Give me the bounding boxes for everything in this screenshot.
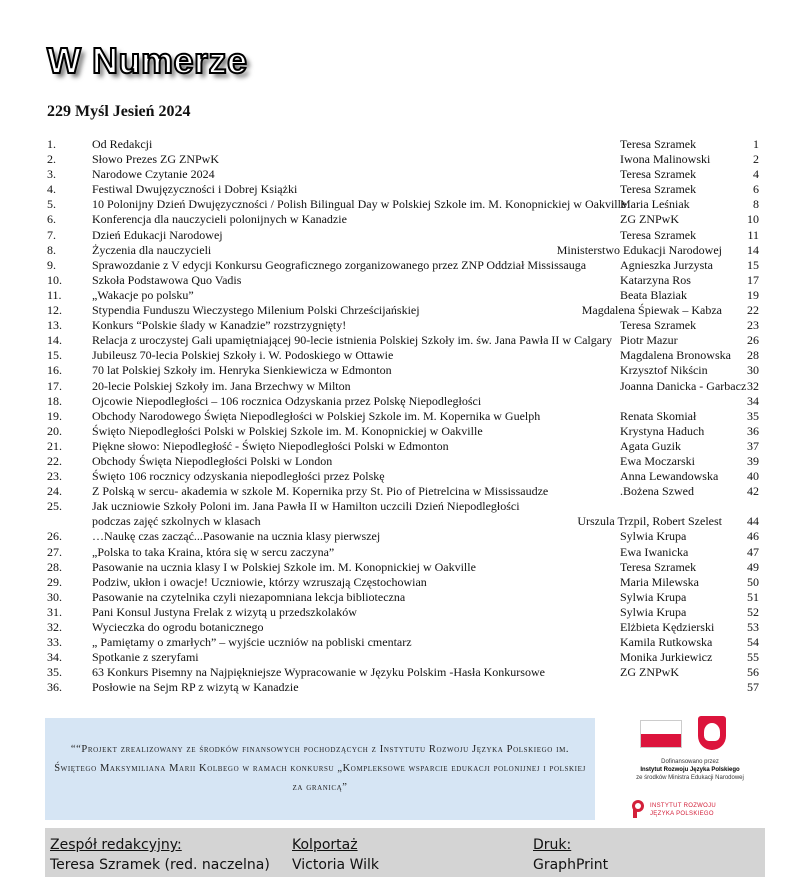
page-title: W Numerze (47, 40, 248, 81)
toc-page: 22 (747, 303, 759, 318)
toc-page: 50 (747, 574, 759, 589)
toc-title (92, 590, 405, 605)
toc-page: 11 (747, 227, 759, 242)
footer-editorial (50, 835, 270, 875)
toc-row (47, 258, 762, 273)
toc-row (47, 348, 762, 363)
toc-row (47, 379, 762, 394)
toc-author: Katarzyna Ros (620, 272, 691, 287)
toc-title (92, 650, 199, 665)
toc-author: Sylwia Krupa (620, 589, 687, 604)
toc-title (92, 318, 346, 333)
toc-row (47, 243, 762, 258)
toc-title-line: Konkurs “Polskie ślady w Kanadzie” rozstrzygnięty! (92, 318, 347, 333)
toc-page: 8 (753, 197, 759, 212)
toc-page: 51 (747, 589, 759, 604)
toc-row (47, 409, 762, 424)
toc-author: Renata Skomiał (620, 408, 697, 423)
toc-title (92, 212, 347, 227)
toc-number: 10. (47, 272, 62, 287)
toc-author: Beata Blaziak (620, 287, 687, 302)
footer-credits (45, 828, 765, 877)
toc-author: Teresa Szramek (620, 318, 697, 333)
toc-row (47, 152, 762, 167)
toc-title-line: Z Polską w sercu- akademia w szkole M. Kopernika przy St. Pio of Pietrelcina w Mississaudze (92, 484, 549, 499)
toc-number: 7. (47, 227, 56, 242)
toc-author: Iwona Malinowski (620, 152, 711, 167)
polish-flag-icon (640, 720, 682, 748)
toc-number: 4. (47, 182, 56, 197)
toc-number: 31. (47, 604, 62, 619)
toc-title-line: 63 Konkurs Pisemny na Najpiękniejsze Wypracowanie w Języku Polskim -Hasła Konkursowe (92, 665, 545, 680)
toc-title (92, 439, 449, 454)
toc-title (92, 620, 264, 635)
toc-number: 12. (47, 303, 62, 318)
toc-row (47, 303, 762, 318)
toc-title (92, 288, 194, 303)
toc-page: 1 (753, 137, 759, 151)
toc-number: 2. (47, 152, 56, 167)
toc-title-line: …Naukę czas zacząć...Pasowanie na ucznia klasy pierwszej (92, 529, 381, 544)
toc-page: 56 (747, 665, 759, 680)
toc-title (92, 333, 612, 348)
toc-row (47, 288, 762, 303)
toc-title-line: „Polska to taka Kraina, która się w sercu zaczyna” (92, 544, 335, 559)
toc-number: 3. (47, 167, 56, 182)
toc-number: 18. (47, 393, 62, 408)
toc-page: 4 (753, 167, 759, 182)
toc-title (92, 363, 392, 378)
toc-row (47, 197, 762, 212)
toc-row (47, 363, 762, 378)
toc-number: 6. (47, 212, 56, 227)
toc-author: Ewa Moczarski (620, 453, 695, 468)
toc-number: 30. (47, 589, 62, 604)
toc-number: 27. (47, 544, 62, 559)
toc-row (47, 484, 762, 499)
cofunding-line-1: Dofinansowano przez (661, 759, 719, 765)
toc-row (47, 635, 762, 650)
toc-author: Maria Leśniak (620, 197, 690, 212)
toc-page: 26 (747, 333, 759, 348)
toc-author: Urszula Trzpil, Robert Szelest (577, 514, 722, 529)
toc-title (92, 182, 297, 197)
toc-author: Kamila Rutkowska (620, 635, 713, 650)
toc-title (92, 499, 520, 529)
toc-title (92, 379, 351, 394)
toc-title (92, 228, 223, 243)
issue-label: 229 Myśl Jesień 2024 (47, 103, 191, 120)
irjp-logo-line-1: INSTYTUT ROZWOJU (650, 803, 717, 809)
editorial-heading: Zespół redakcyjny: (50, 837, 182, 853)
toc-author: Teresa Szramek (620, 182, 697, 197)
toc-title-line: Obchody Narodowego Święta Niepodległości w Polskiej Szkole im. M. Kopernika w Guelph (92, 408, 541, 423)
toc-title-line: Festiwal Dwujęzyczności i Dobrej Książki (92, 182, 298, 197)
toc-title-line: Pani Konsul Justyna Frelak z wizytą u przedszkolaków (92, 604, 357, 619)
toc-row (47, 469, 762, 484)
toc-author: ZG ZNPwK (620, 212, 679, 227)
toc-row (47, 499, 762, 529)
toc-title-line: „Wakacje po polsku” (92, 287, 194, 302)
toc-row (47, 665, 762, 680)
toc-page: 37 (747, 438, 759, 453)
toc-number: 36. (47, 680, 62, 695)
toc-number: 26. (47, 529, 62, 544)
toc-number: 15. (47, 348, 62, 363)
toc-title (92, 529, 380, 544)
toc-title-line: 70 lat Polskiej Szkoły im. Henryka Sienkiewicza w Edmonton (92, 363, 392, 378)
toc-title (92, 152, 219, 167)
toc-row (47, 394, 762, 409)
toc-row (47, 575, 762, 590)
toc-row (47, 650, 762, 665)
toc-title (92, 394, 481, 409)
toc-title-line: Słowo Prezes ZG ZNPwK (92, 152, 219, 167)
toc-number: 33. (47, 635, 62, 650)
toc-number: 34. (47, 650, 62, 665)
toc-title (92, 167, 215, 182)
cofunding-line-3: ze środków Ministra Edukacji Narodowej (636, 775, 744, 781)
toc-title-line: Sprawozdanie z V edycji Konkursu Geograficznego zorganizowanego przez ZNP Oddział Mississauga (92, 257, 587, 272)
toc-author: Sylwia Krupa (620, 604, 687, 619)
toc-page: 55 (747, 650, 759, 665)
toc-page: 46 (747, 529, 759, 544)
toc-author: .Bożena Szwed (620, 484, 694, 499)
toc-author: Ministerstwo Edukacji Narodowej (556, 242, 722, 257)
toc-title-line: Święto 106 rocznicy odzyskania niepodległości przez Polskę (92, 469, 385, 484)
toc-author: Agata Guzik (620, 438, 681, 453)
toc-row (47, 167, 762, 182)
toc-row (47, 680, 762, 695)
toc-title-line: Szkoła Podstawowa Quo Vadis (92, 272, 242, 287)
toc-page: 44 (747, 514, 759, 529)
toc-title (92, 680, 299, 695)
toc-author: Sylwia Krupa (620, 529, 687, 544)
toc-page: 36 (747, 423, 759, 438)
toc-title (92, 137, 152, 152)
toc-number: 13. (47, 318, 62, 333)
toc-page: 28 (747, 348, 759, 363)
toc-number: 28. (47, 559, 62, 574)
toc-author: Agnieszka Jurzysta (620, 257, 713, 272)
toc-author: Elżbieta Kędzierski (620, 620, 715, 634)
toc-title (92, 484, 548, 499)
footer-print (533, 835, 608, 875)
toc-author: Krystyna Haduch (620, 423, 705, 438)
toc-author: Teresa Szramek (620, 227, 697, 242)
toc-title-line: Narodowe Czytanie 2024 (92, 167, 215, 182)
distribution-heading: Kolportaż (292, 837, 358, 853)
footer-distribution (292, 835, 379, 875)
toc-row (47, 318, 762, 333)
toc-number: 9. (47, 257, 56, 272)
toc-title (92, 665, 545, 680)
toc-number: 17. (47, 378, 62, 393)
toc-page: 52 (747, 604, 759, 619)
toc-author: Maria Milewska (620, 574, 699, 589)
toc-page: 14 (747, 242, 759, 257)
toc-page: 34 (747, 393, 759, 408)
cofunding-note (610, 758, 770, 782)
sponsor-logos (610, 714, 770, 824)
toc-page: 47 (747, 544, 759, 559)
project-info-box (45, 718, 595, 820)
toc-number: 24. (47, 484, 62, 499)
toc-title-line: Wycieczka do ogrodu botanicznego (92, 620, 264, 634)
toc-page: 39 (747, 453, 759, 468)
toc-title (92, 560, 476, 575)
toc-number: 8. (47, 242, 56, 257)
toc-title-line: 10 Polonijny Dzień Dwujęzyczności / Polish Bilingual Day w Polskiej Szkole im. M. Konopnickiej w Oakville (92, 197, 627, 212)
toc-title (92, 454, 332, 469)
toc-row (47, 228, 762, 243)
toc-page: 53 (747, 620, 759, 634)
toc-number: 21. (47, 438, 62, 453)
toc-author: Piotr Mazur (620, 333, 678, 348)
toc-row (47, 560, 762, 575)
toc-number: 16. (47, 363, 62, 378)
toc-title (92, 197, 626, 212)
toc-author: Teresa Szramek (620, 167, 697, 182)
toc-title (92, 635, 412, 650)
irjp-logo-icon (632, 800, 646, 818)
toc-row (47, 424, 762, 439)
toc-page: 23 (747, 318, 759, 333)
toc-row (47, 590, 762, 605)
toc-author: Anna Lewandowska (620, 469, 719, 484)
toc-title-line-2: podczas zajęć szkolnych w klasach (92, 514, 261, 529)
toc-number: 5. (47, 197, 56, 212)
toc-title (92, 258, 586, 273)
toc-title (92, 545, 334, 560)
toc-page: 57 (747, 680, 759, 695)
toc-author: Joanna Danicka - Garbacz (620, 378, 747, 393)
toc-author: Teresa Szramek (620, 559, 697, 574)
distribution-value: Victoria Wilk (292, 857, 380, 873)
toc-title-line: Pasowanie na ucznia klasy I w Polskiej Szkole im. M. Konopnickiej w Oakville (92, 559, 476, 574)
toc-page: 54 (747, 635, 759, 650)
toc-page: 35 (747, 408, 759, 423)
toc-title (92, 605, 357, 620)
toc-number: 25. (47, 499, 62, 514)
irjp-logo-line-2: JĘZYKA POLSKIEGO (650, 811, 714, 817)
toc-number: 35. (47, 665, 62, 680)
toc-title-line: Jak uczniowie Szkoły Poloni im. Jana Pawła II w Hamilton uczcili Dzień Niepodległości (92, 499, 520, 514)
toc-page: 15 (747, 257, 759, 272)
toc-title-line: Spotkanie z szeryfami (92, 650, 199, 665)
toc-title-line: Piękne słowo: Niepodległość - Święto Niepodległości Polski w Edmonton (92, 438, 449, 453)
toc-title-line: Pasowanie na czytelnika czyli niezapomniana lekcja biblioteczna (92, 589, 406, 604)
toc-author: ZG ZNPwK (620, 665, 679, 680)
toc-row (47, 529, 762, 544)
toc-author: Krzysztof Nikścin (620, 363, 708, 378)
polish-eagle-emblem-icon (698, 716, 726, 750)
toc-page: 10 (747, 212, 759, 227)
toc-row (47, 439, 762, 454)
toc-title (92, 424, 483, 439)
toc-title-line: Konferencja dla nauczycieli polonijnych w Kanadzie (92, 212, 347, 227)
toc-number: 32. (47, 620, 62, 634)
toc-title-line: Życzenia dla nauczycieli (92, 242, 212, 257)
toc-author: Monika Jurkiewicz (620, 650, 713, 665)
toc-number: 20. (47, 423, 62, 438)
toc-row (47, 333, 762, 348)
editorial-value: Teresa Szramek (red. naczelna) (50, 857, 270, 873)
toc-author: Teresa Szramek (620, 137, 697, 151)
toc-page: 49 (747, 559, 759, 574)
toc-number: 1. (47, 137, 56, 151)
toc-page: 42 (747, 484, 759, 499)
toc-title (92, 575, 427, 590)
toc-row (47, 605, 762, 620)
toc-number: 22. (47, 453, 62, 468)
toc-title-line: 20-lecie Polskiej Szkoły im. Jana Brzechwy w Milton (92, 378, 351, 393)
toc-author: Ewa Iwanicka (620, 544, 689, 559)
toc-page: 30 (747, 363, 759, 378)
toc-title-line: Święto Niepodległości Polski w Polskiej Szkole im. M. Konopnickiej w Oakville (92, 423, 483, 438)
toc-row (47, 137, 762, 152)
toc-number: 14. (47, 333, 62, 348)
toc-title-line: Podziw, ukłon i owacje! Uczniowie, którzy wzruszają Częstochowian (92, 574, 427, 589)
toc-number: 19. (47, 408, 62, 423)
toc-title (92, 303, 420, 318)
toc-title (92, 273, 241, 288)
toc-title-line: Dzień Edukacji Narodowej (92, 227, 223, 242)
print-value: GraphPrint (533, 857, 609, 873)
print-heading: Druk: (533, 837, 572, 853)
toc-author: Magdalena Bronowska (620, 348, 731, 363)
toc-title (92, 469, 385, 484)
toc-title-line: „ Pamiętamy o zmarłych” – wyjście uczniów na pobliski cmentarz (92, 635, 412, 650)
toc-title-line: Ojcowie Niepodległości – 106 rocznica Odzyskania przez Polskę Niepodległości (92, 393, 482, 408)
toc-page: 17 (747, 272, 759, 287)
toc-row (47, 182, 762, 197)
toc-author: Magdalena Śpiewak – Kabza (581, 303, 722, 318)
cofunding-line-2: Instytut Rozwoju Języka Polskiego (640, 767, 740, 773)
toc-title-line: Relacja z uroczystej Gali upamiętniającej 90-lecie istnienia Polskiej Szkoły im. św. Jana Pawła II w Calgary (92, 333, 613, 348)
toc-title-line: Jubileusz 70-lecia Polskiej Szkoły i. W. Podoskiego w Ottawie (92, 348, 394, 363)
toc-row (47, 273, 762, 288)
toc-row (47, 545, 762, 560)
toc-title-line: Od Redakcji (92, 137, 153, 151)
project-funding-text: ““Projekt zrealizowany ze środków finansowych pochodzących z Instytutu Rozwoju Języka Polskiego im. Świętego Maksymiliana Marii Kolbego w ramach konkursu „Kompleksowe wsparcie edukacji polonijnej i polskiej za granicą” (54, 744, 586, 793)
irjp-logo (632, 800, 752, 822)
toc-page: 6 (753, 182, 759, 197)
toc-title-line: Stypendia Funduszu Wieczystego Milenium Polski Chrześcijańskiej (92, 303, 420, 318)
toc-title-line: Obchody Święta Niepodległości Polski w London (92, 453, 333, 468)
toc-page: 32 (747, 378, 759, 393)
toc-page: 2 (753, 152, 759, 167)
toc-row (47, 212, 762, 227)
toc-page: 40 (747, 469, 759, 484)
toc-row (47, 454, 762, 469)
toc-title (92, 348, 393, 363)
toc-row (47, 620, 762, 635)
toc-title (92, 409, 540, 424)
toc-number: 11. (47, 287, 62, 302)
toc-title (92, 243, 211, 258)
toc-title-line: Posłowie na Sejm RP z wizytą w Kanadzie (92, 680, 299, 695)
toc-number: 23. (47, 469, 62, 484)
toc-number: 29. (47, 574, 62, 589)
table-of-contents (47, 137, 762, 695)
toc-page: 19 (747, 287, 759, 302)
